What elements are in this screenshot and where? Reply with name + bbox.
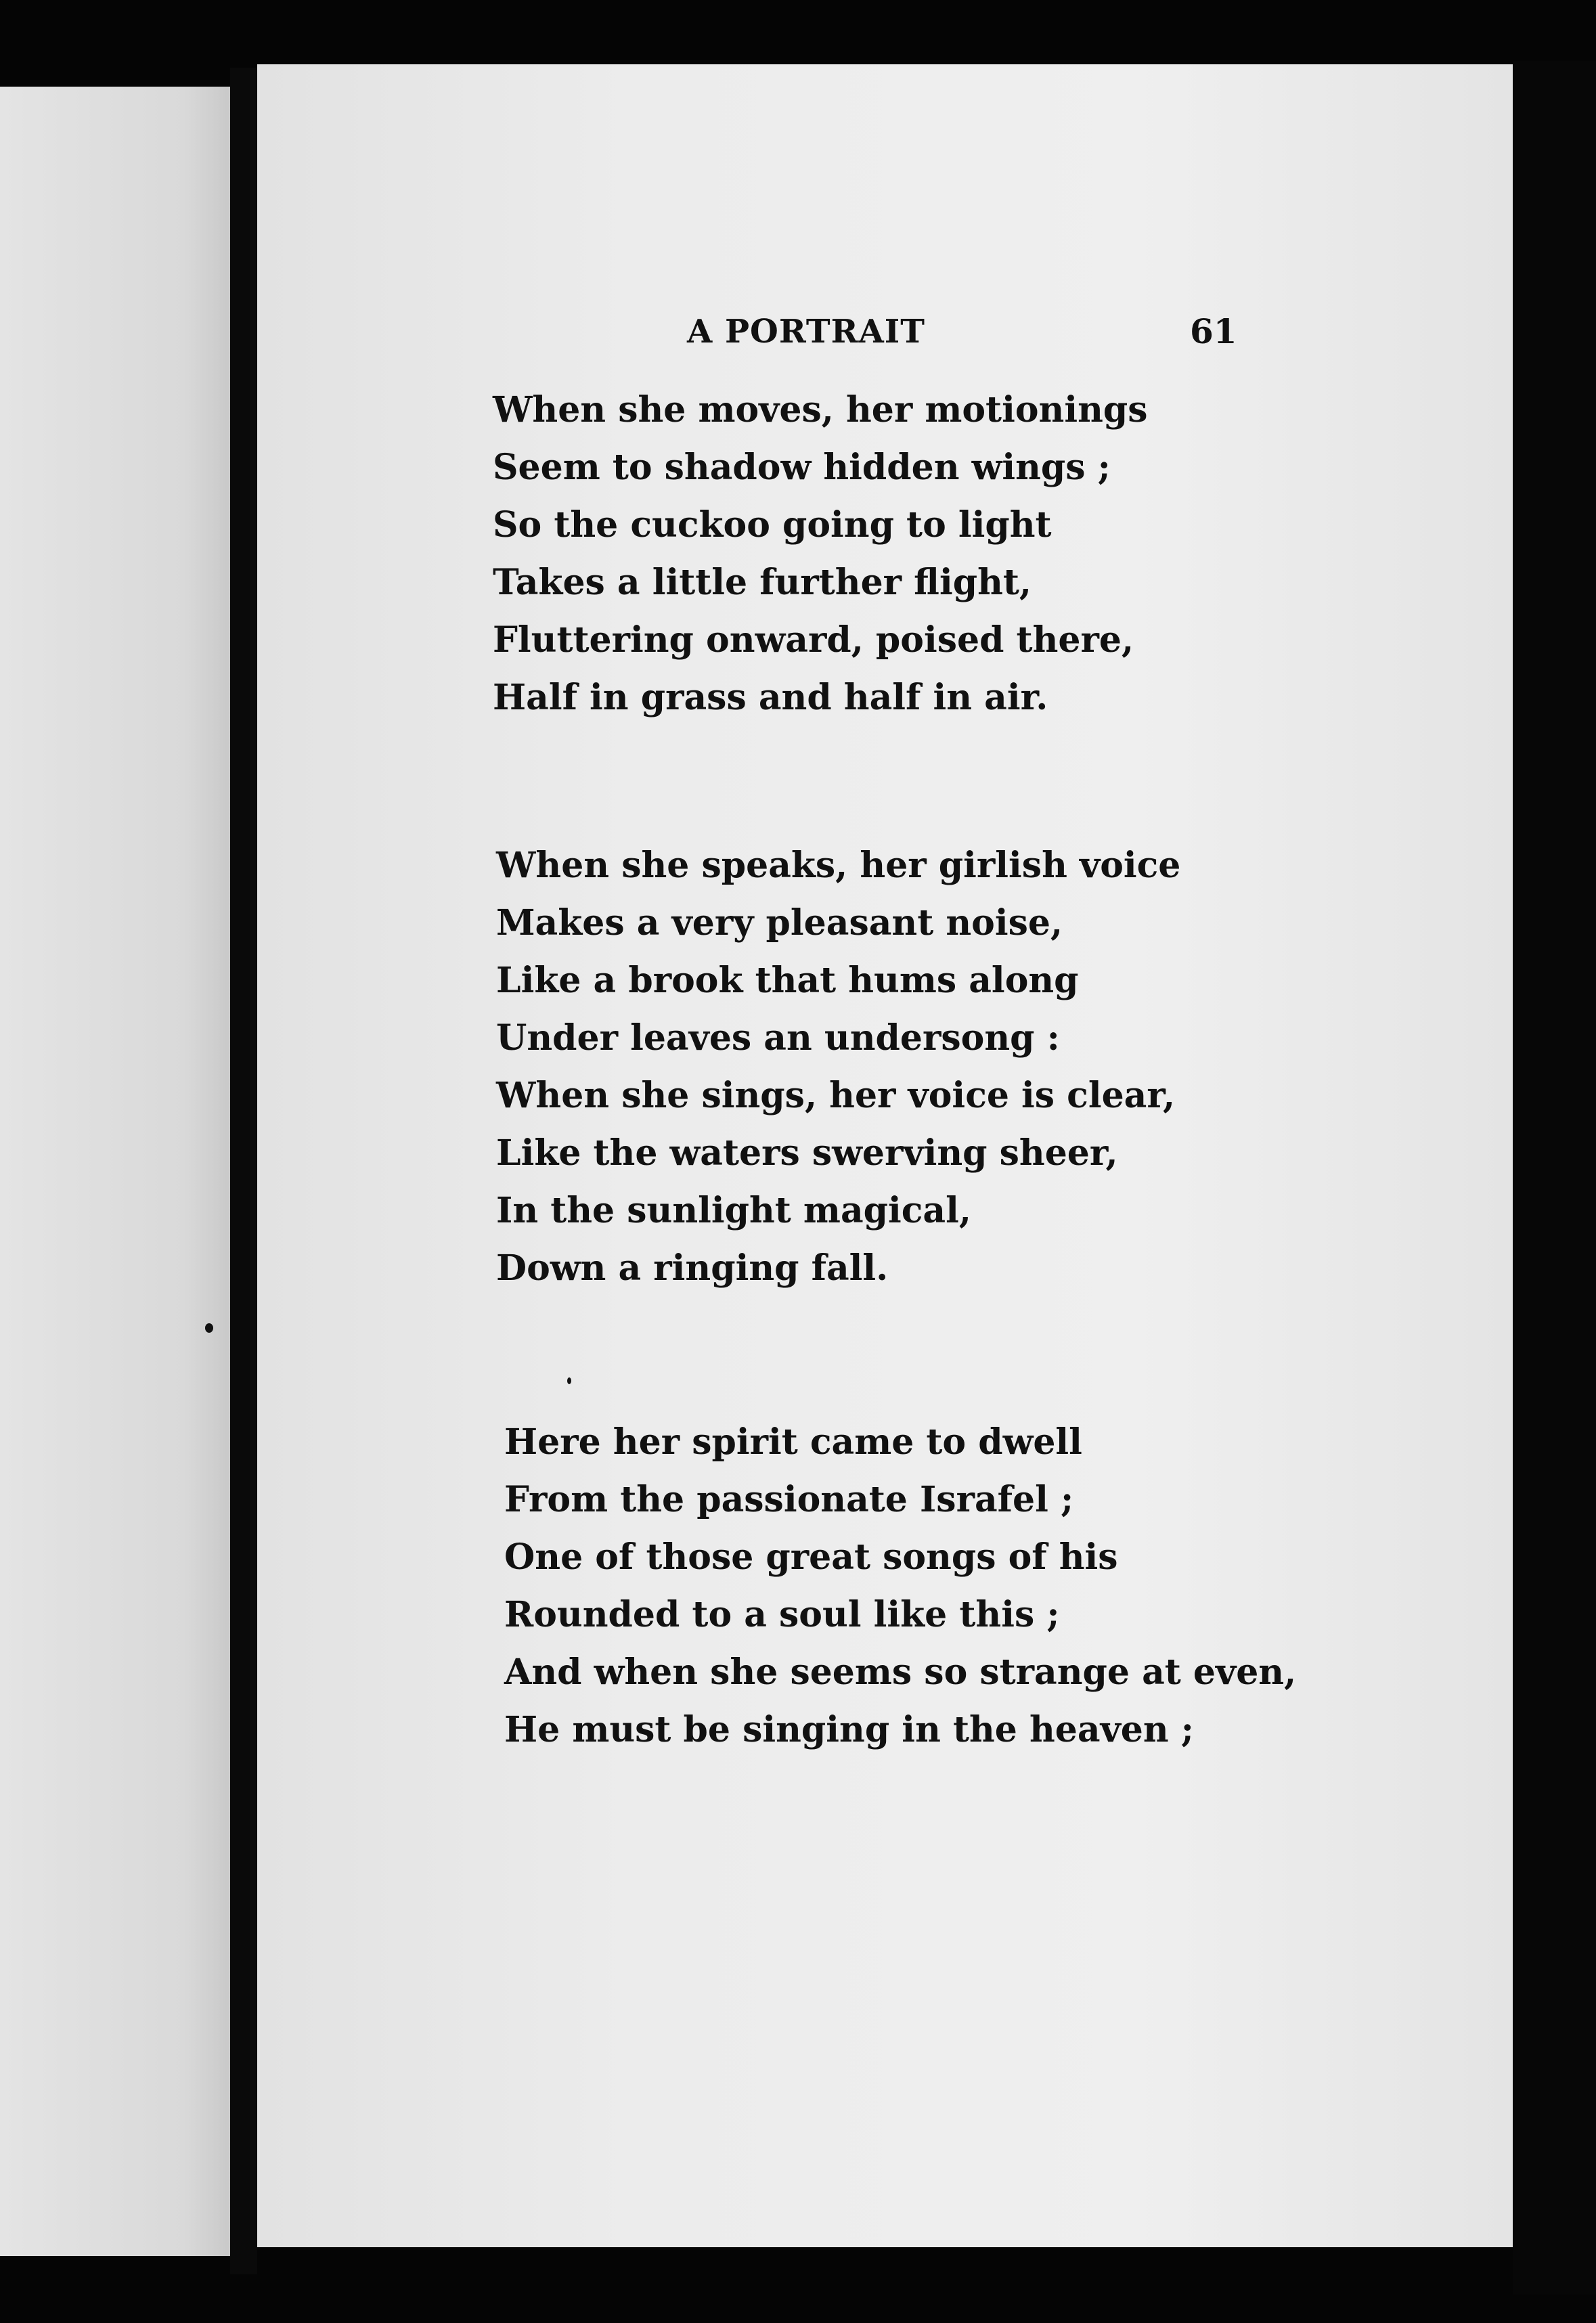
verse-line: He must be singing in the heaven ; <box>504 1709 1194 1750</box>
facing-page <box>0 87 230 2256</box>
book-gutter <box>230 68 257 2274</box>
verse-line: One of those great songs of his <box>504 1536 1118 1578</box>
verse-line: When she moves, her motionings <box>493 389 1148 430</box>
running-head: A PORTRAIT <box>687 313 925 351</box>
page-edge <box>1513 61 1596 2295</box>
verse-line: Under leaves an undersong : <box>496 1017 1060 1059</box>
ink-speck <box>567 1377 571 1384</box>
verse-line: Like the waters swerving sheer, <box>496 1132 1118 1174</box>
verse-line: When she sings, her voice is clear, <box>496 1075 1176 1116</box>
verse-line: Here her spirit came to dwell <box>504 1421 1082 1463</box>
verse-line: Seem to shadow hidden wings ; <box>493 447 1111 488</box>
verse-line: When she speaks, her girlish voice <box>496 845 1181 886</box>
ink-speck <box>205 1323 213 1333</box>
verse-line: Makes a very pleasant noise, <box>496 902 1063 944</box>
verse-line: Half in grass and half in air. <box>493 677 1048 718</box>
verse-line: So the cuckoo going to light <box>493 504 1052 546</box>
verse-line: Fluttering onward, poised there, <box>493 619 1134 661</box>
verse-line: Takes a little further flight, <box>493 562 1032 603</box>
verse-line: Down a ringing fall. <box>496 1247 889 1289</box>
verse-line: In the sunlight magical, <box>496 1190 971 1231</box>
verse-line: Rounded to a soul like this ; <box>504 1594 1060 1635</box>
page-number: 61 <box>1190 311 1237 351</box>
verse-line: From the passionate Israfel ; <box>504 1479 1074 1520</box>
verse-line: And when she seems so strange at even, <box>504 1652 1297 1693</box>
verse-line: Like a brook that hums along <box>496 960 1079 1001</box>
